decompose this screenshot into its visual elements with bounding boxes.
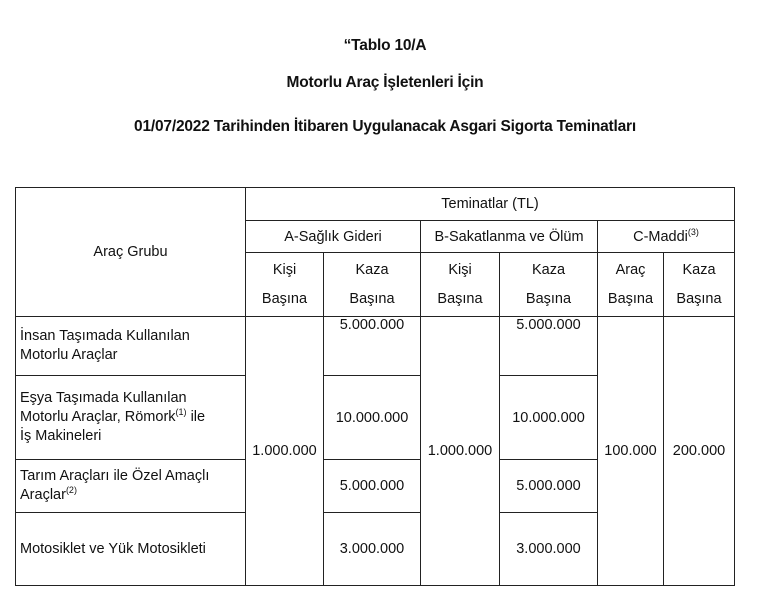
c-per-accident-header (664, 253, 735, 317)
per-label: Kişi (272, 261, 297, 278)
category-c-header (598, 221, 735, 253)
a-per-accident-value: 10.000.000 (324, 376, 421, 460)
per-unit: Başına (607, 290, 654, 307)
b-per-accident-value: 5.000.000 (500, 317, 598, 376)
b-per-person-header (421, 253, 500, 317)
per-unit: Başına (676, 290, 722, 307)
per-label: Kaza (531, 261, 566, 278)
per-label: Kaza (682, 261, 716, 278)
a-per-accident-value: 5.000.000 (324, 317, 421, 376)
insurance-coverage-table (15, 187, 735, 586)
footnote-3-marker: (3) (687, 226, 699, 237)
vehicle-group-passenger: İnsan Taşımada Kullanılan Motorlu Araçlar (16, 317, 246, 376)
category-a-header: A-Sağlık Gideri (246, 221, 421, 253)
a-per-person-value: 1.000.000 (246, 317, 324, 586)
per-label: Araç (615, 261, 646, 278)
coverage-header: Teminatlar (TL) (246, 188, 735, 221)
per-label: Kaza (355, 261, 389, 278)
b-per-accident-value: 10.000.000 (500, 376, 598, 460)
b-per-person-value: 1.000.000 (421, 317, 500, 586)
table-date-title: 01/07/2022 Tarihinden İtibaren Uygulanacak Asgari Sigorta Teminatları (134, 118, 636, 135)
b-per-accident-header (500, 253, 598, 317)
a-per-accident-header (324, 253, 421, 317)
b-per-accident-value: 5.000.000 (500, 460, 598, 513)
a-per-accident-value: 5.000.000 (324, 460, 421, 513)
table-subject-title: Motorlu Araç İşletenleri İçin (286, 74, 484, 91)
vehicle-group-motorcycle: Motosiklet ve Yük Motosikleti (16, 513, 246, 586)
b-per-accident-value: 3.000.000 (500, 513, 598, 586)
a-per-accident-value: 3.000.000 (324, 513, 421, 586)
per-unit: Başına (525, 290, 572, 307)
per-label: Kişi (448, 261, 472, 278)
category-c-label: C-Maddi (633, 228, 688, 245)
per-unit: Başına (437, 290, 483, 307)
footnote-2-marker: (2) (65, 485, 77, 496)
per-unit: Başına (349, 290, 395, 307)
a-per-person-header (246, 253, 324, 317)
c-per-accident-value: 200.000 (664, 317, 735, 586)
group-header: Araç Grubu (16, 188, 246, 317)
vehicle-group-agricultural: Tarım Araçları ile Özel Amaçlı Araçlar$^{(2)}$ (16, 460, 246, 513)
footnote-1-marker: (1) (175, 407, 187, 418)
vehicle-group-cargo: Eşya Taşımada Kullanılan Motorlu Araçlar, Römork$^{(1)}$ ile İş Makineleri (16, 376, 246, 460)
table-number-title: “Tablo 10/A (343, 37, 427, 54)
table-row (16, 317, 735, 376)
c-per-vehicle-header (598, 253, 664, 317)
c-per-vehicle-value: 100.000 (598, 317, 664, 586)
category-b-header: B-Sakatlanma ve Ölüm (421, 221, 598, 253)
per-unit: Başına (261, 290, 308, 307)
